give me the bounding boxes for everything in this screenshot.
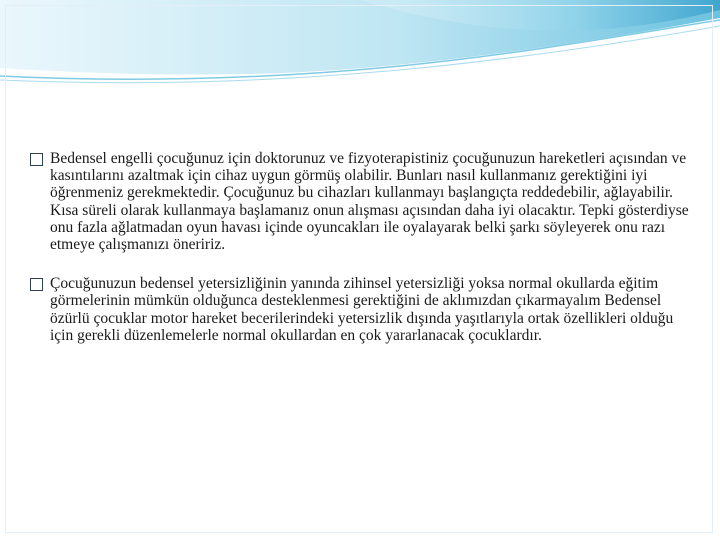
bullet-item-2 xyxy=(30,275,690,344)
bullet-text-1: Bedensel engelli çocuğunuz için doktorunuz ve fizyoterapistiniz çocuğunuzun hareketleri açısından ve kasıntılarını azaltmak için cihaz uygun görmüş olabilir. Bunları nasıl kullanmanız gerektiğini iyi öğrenmeniz gerekmektedir. Çocuğunuz bu cihazları kullanmayı başlangıçta reddedebilir, ağlayabilir. Kısa süreli olarak kullanmaya başlamanız onun alışması açısından daha iyi olacaktır. Tepki gösterdiyse onu fazla ağlatmadan oyun havası içinde oyuncakları ile oyalayarak belki şarkı söyleyerek onu razı etmeye çalışmanızı öneririz. xyxy=(50,150,689,254)
bullet-item-1 xyxy=(30,150,690,253)
header-wave-decoration xyxy=(0,0,720,110)
square-bullet-icon xyxy=(30,278,43,291)
bullet-text-2: Çocuğunuzun bedensel yetersizliğinin yanında zihinsel yetersizliği yoksa normal okullarda eğitim görmelerinin mümkün olduğunca desteklenmesi gerektiğini de aklımızdan çıkarmayalım Bedensel özürlü çocuklar motor hareket becerilerindeki yetersizlik dışında yaşıtlarıyla ortak özellikleri olduğu için gerekli düzenlemelerle normal okullardan en çok yararlanacak çocuklardır. xyxy=(50,275,674,344)
slide-content xyxy=(30,150,690,366)
square-bullet-icon xyxy=(30,153,43,166)
